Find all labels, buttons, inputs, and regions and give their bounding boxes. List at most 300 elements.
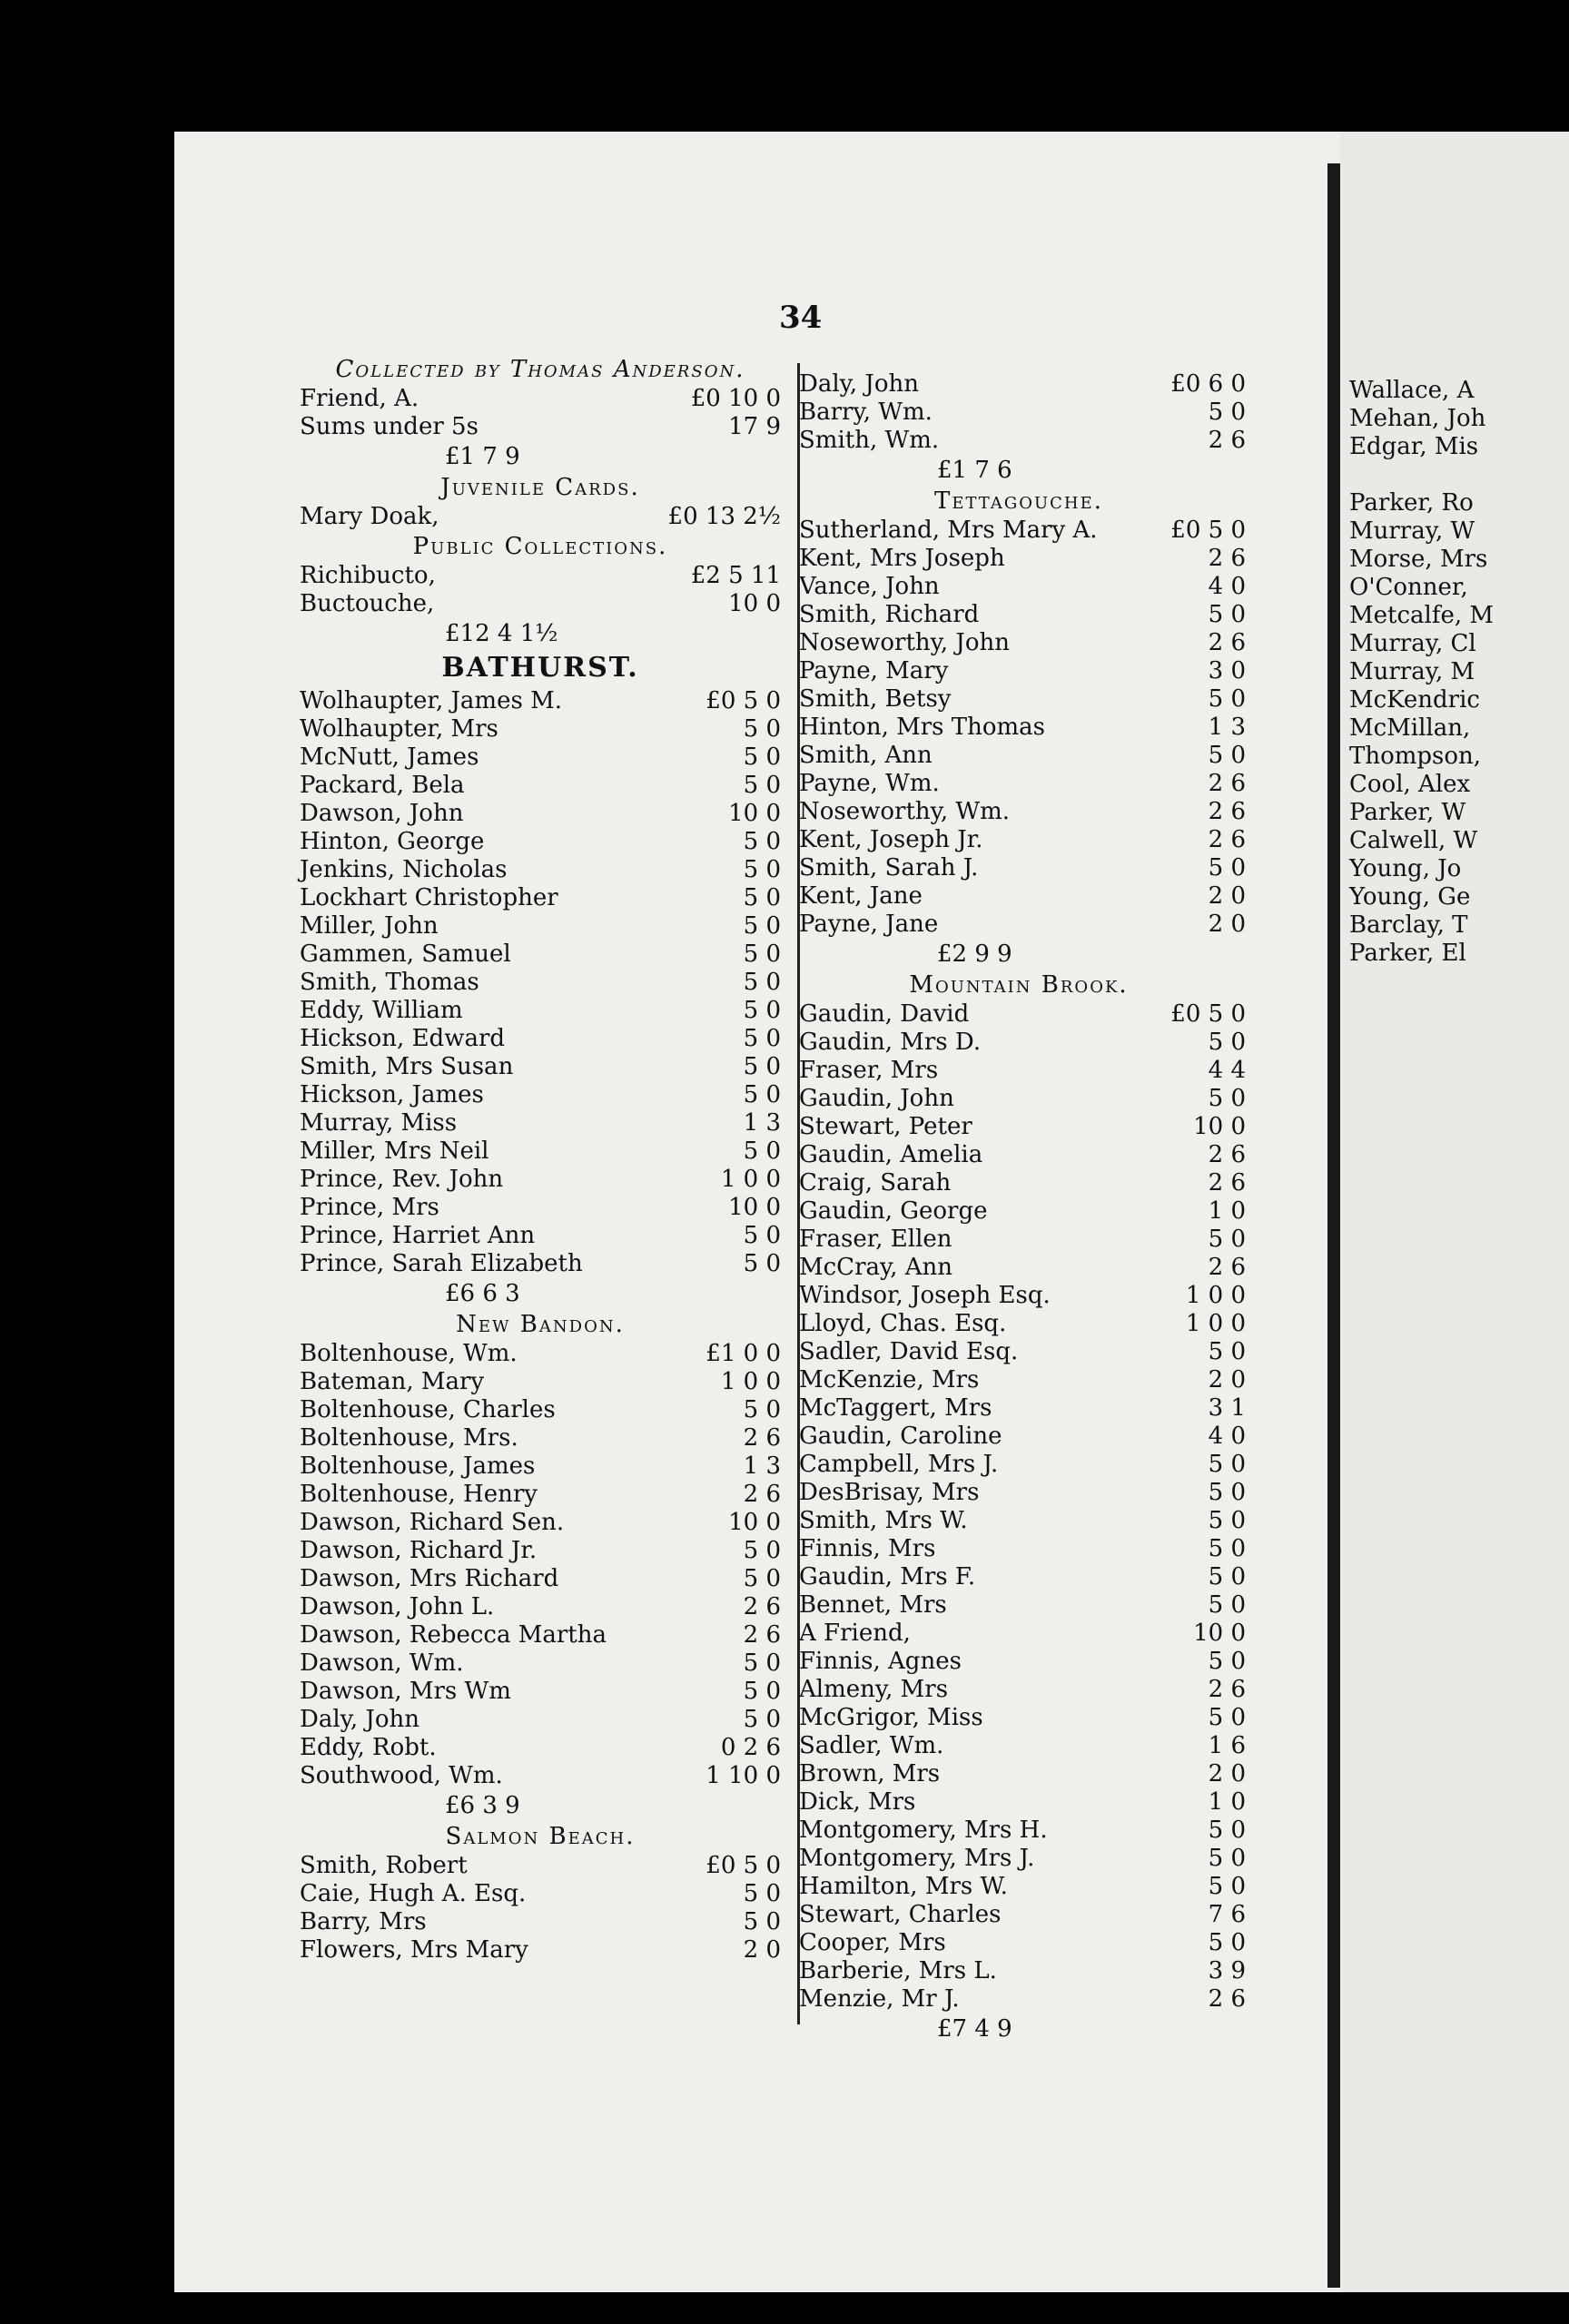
subtotal: £7 4 9 (937, 2015, 1012, 2043)
donor-name: Smith, Ann (799, 742, 933, 769)
donor-name: Cooper, Mrs (799, 1929, 946, 1956)
donor-name: Stewart, Charles (799, 1901, 1002, 1928)
list-item (300, 856, 781, 884)
donation-amount: £0 5 0 (706, 687, 781, 714)
donation-amount: 2 6 (1208, 1141, 1246, 1168)
list-item (300, 940, 781, 969)
donor-name: Mary Doak, (300, 503, 439, 530)
donor-name: Gammen, Samuel (300, 940, 511, 968)
donor-name: Fraser, Mrs (799, 1057, 939, 1084)
list-item (300, 1852, 781, 1880)
list-item (300, 912, 781, 940)
section-heading: Tettagouche. (933, 487, 1104, 515)
donation-amount: 10 0 (728, 1194, 781, 1221)
list-item (792, 1591, 1246, 1620)
donation-amount: 5 0 (743, 940, 781, 968)
section-heading: Mountain Brook. (909, 971, 1129, 999)
donation-amount: 1 0 0 (1185, 1282, 1246, 1309)
donor-name: Stewart, Peter (799, 1113, 972, 1140)
next-page-name: Barclay, T (1349, 911, 1468, 939)
list-item (792, 911, 1246, 939)
list-item (300, 503, 781, 531)
donor-name: Hinton, George (300, 828, 485, 855)
donor-name: Daly, John (300, 1706, 419, 1733)
donation-amount: 2 6 (1208, 545, 1246, 572)
donor-name: Sutherland, Mrs Mary A. (799, 517, 1098, 544)
donation-amount: 5 0 (1208, 1929, 1246, 1956)
donor-name: Gaudin, Amelia (799, 1141, 983, 1168)
donor-name: Dawson, Richard Sen. (300, 1509, 565, 1536)
donor-name: Barberie, Mrs L. (799, 1957, 997, 1984)
list-item (792, 1563, 1246, 1591)
donation-amount: 5 0 (1208, 1507, 1246, 1534)
next-page-name: Calwell, W (1349, 827, 1478, 854)
donor-name: Montgomery, Mrs H. (799, 1817, 1048, 1844)
list-item (792, 399, 1246, 427)
donation-amount: 5 0 (743, 1137, 781, 1165)
donation-amount: 5 0 (743, 1222, 781, 1249)
donation-amount: 2 6 (743, 1621, 781, 1649)
donor-name: Smith, Robert (300, 1852, 468, 1879)
donation-amount: 3 0 (1208, 657, 1246, 684)
donation-amount: £1 0 0 (706, 1340, 781, 1367)
list-item (792, 1732, 1246, 1760)
list-item (300, 1678, 781, 1706)
list-item (300, 772, 781, 800)
donation-amount: 10 0 (1193, 1620, 1246, 1647)
donor-name: Miller, John (300, 912, 439, 940)
list-item (792, 1451, 1246, 1479)
list-item (300, 1081, 781, 1109)
donor-name: Prince, Rev. John (300, 1166, 504, 1193)
donation-amount: 5 0 (1208, 1535, 1246, 1562)
next-page-name: Cool, Alex (1349, 771, 1471, 798)
donation-amount: 5 0 (743, 715, 781, 743)
donation-amount: 5 0 (743, 1678, 781, 1705)
donation-amount: 2 6 (1208, 1676, 1246, 1703)
page-number: 34 (779, 300, 823, 336)
donor-name: Caie, Hugh A. Esq. (300, 1880, 527, 1907)
list-item (792, 629, 1246, 657)
donation-amount: £0 13 2½ (667, 503, 781, 530)
list-item (300, 800, 781, 828)
donor-name: Flowers, Mrs Mary (300, 1936, 528, 1964)
next-page-name: Thompson, (1349, 743, 1482, 770)
donor-name: Daly, John (799, 370, 919, 398)
donor-name: Windsor, Joseph Esq. (799, 1282, 1051, 1309)
donation-amount: 1 0 0 (720, 1368, 781, 1395)
next-page-name: O'Conner, (1349, 574, 1468, 601)
donation-amount: £0 5 0 (1170, 1000, 1246, 1028)
subtotal: £1 7 6 (937, 457, 1012, 484)
donation-amount: 1 6 (1208, 1732, 1246, 1759)
donation-amount: 10 0 (1193, 1113, 1246, 1140)
donation-amount: 1 0 0 (720, 1166, 781, 1193)
list-item (792, 1394, 1246, 1423)
subtotal: £2 9 9 (937, 940, 1012, 968)
donation-amount: 7 6 (1208, 1901, 1246, 1928)
list-item (792, 770, 1246, 798)
donation-amount: 5 0 (743, 1565, 781, 1592)
list-item (300, 743, 781, 772)
list-item (792, 882, 1246, 911)
donation-amount: 10 0 (728, 800, 781, 827)
list-item (300, 1194, 781, 1222)
list-item (792, 1873, 1246, 1901)
list-item (792, 427, 1246, 455)
donation-amount: 1 3 (743, 1452, 781, 1480)
donation-amount: 5 0 (1208, 685, 1246, 713)
list-item (792, 1704, 1246, 1732)
donor-name: Payne, Jane (799, 911, 939, 938)
donor-name: Finnis, Mrs (799, 1535, 936, 1562)
donation-amount: 5 0 (743, 1396, 781, 1423)
section-heading: Salmon Beach. (445, 1823, 636, 1850)
list-item (300, 1137, 781, 1166)
list-item (792, 1226, 1246, 1254)
donor-name: Smith, Richard (799, 601, 980, 628)
donor-name: Smith, Mrs W. (799, 1507, 968, 1534)
donation-amount: 2 0 (1208, 911, 1246, 938)
donation-amount: 5 0 (743, 1880, 781, 1907)
donation-amount: 5 0 (743, 1908, 781, 1935)
donor-name: Eddy, Robt. (300, 1734, 437, 1761)
donation-amount: 2 6 (743, 1481, 781, 1508)
donation-amount: 5 0 (1208, 1648, 1246, 1675)
list-item (300, 1908, 781, 1936)
next-page-name: Parker, Ro (1349, 489, 1474, 517)
donor-name: Gaudin, John (799, 1085, 954, 1112)
donor-name: Montgomery, Mrs J. (799, 1845, 1035, 1872)
donation-amount: 5 0 (1208, 1226, 1246, 1253)
donation-amount: 5 0 (743, 969, 781, 996)
donor-name: Lockhart Christopher (300, 884, 558, 911)
donor-name: Dawson, Rebecca Martha (300, 1621, 607, 1649)
donation-amount: 5 0 (743, 884, 781, 911)
list-item (792, 545, 1246, 573)
subtotal: £1 7 9 (445, 443, 520, 470)
donor-name: Friend, A. (300, 385, 419, 412)
donation-amount: £2 5 11 (690, 562, 781, 589)
list-item (300, 1452, 781, 1481)
list-item (792, 1535, 1246, 1563)
list-item (300, 1649, 781, 1678)
list-item (792, 1788, 1246, 1817)
list-item (792, 854, 1246, 882)
list-item (300, 1565, 781, 1593)
list-item (792, 1676, 1246, 1704)
donor-name: Dawson, Wm. (300, 1649, 464, 1677)
donation-amount: £0 6 0 (1170, 370, 1246, 398)
donor-name: Sadler, Wm. (799, 1732, 944, 1759)
list-item (792, 1507, 1246, 1535)
donation-amount: 2 6 (743, 1593, 781, 1620)
list-item (300, 562, 781, 590)
donor-name: Miller, Mrs Neil (300, 1137, 489, 1165)
list-item (792, 1197, 1246, 1226)
donation-amount: 4 0 (1208, 1423, 1246, 1450)
list-item (300, 1734, 781, 1762)
donor-name: Buctouche, (300, 590, 435, 617)
list-item (300, 1593, 781, 1621)
next-page-name (1349, 461, 1494, 489)
donation-amount: 5 0 (1208, 1704, 1246, 1731)
list-item (300, 413, 781, 441)
donation-amount: 5 0 (1208, 1338, 1246, 1365)
list-item (300, 1509, 781, 1537)
next-page-name: Young, Ge (1349, 883, 1471, 911)
donation-amount: 5 0 (743, 997, 781, 1024)
donor-name: Dawson, John (300, 800, 464, 827)
donation-amount: 5 0 (743, 1081, 781, 1108)
donor-name: Prince, Harriet Ann (300, 1222, 536, 1249)
donor-name: Smith, Sarah J. (799, 854, 979, 881)
donation-amount: 1 0 0 (1185, 1310, 1246, 1337)
section-heading: Juvenile Cards. (440, 474, 640, 501)
donation-amount: 1 0 (1208, 1788, 1246, 1816)
section-heading: New Bandon. (456, 1311, 625, 1338)
next-page-name: Wallace, A (1349, 377, 1475, 404)
donation-amount: 1 3 (743, 1109, 781, 1137)
donation-amount: 5 0 (743, 1250, 781, 1277)
donation-amount: 2 0 (1208, 882, 1246, 910)
donor-name: Boltenhouse, James (300, 1452, 536, 1480)
donor-name: Boltenhouse, Wm. (300, 1340, 518, 1367)
donation-amount: £0 5 0 (1170, 517, 1246, 544)
donor-name: Vance, John (799, 573, 940, 600)
list-item (792, 573, 1246, 601)
donation-amount: 5 0 (1208, 1563, 1246, 1590)
donor-name: Gaudin, George (799, 1197, 988, 1225)
donor-name: Campbell, Mrs J. (799, 1451, 999, 1478)
donor-name: Payne, Mary (799, 657, 949, 684)
donation-amount: 5 0 (1208, 1085, 1246, 1112)
list-item (300, 1053, 781, 1081)
donation-amount: 5 0 (743, 743, 781, 771)
donation-amount: 2 6 (1208, 798, 1246, 825)
donor-name: Sums under 5s (300, 413, 479, 440)
list-item (300, 385, 781, 413)
donation-amount: 1 3 (1208, 714, 1246, 741)
list-item (300, 1706, 781, 1734)
donor-name: Hinton, Mrs Thomas (799, 714, 1046, 741)
donor-name: Prince, Sarah Elizabeth (300, 1250, 583, 1277)
donation-amount: 3 1 (1208, 1394, 1246, 1422)
list-item (300, 1936, 781, 1965)
list-item (792, 1760, 1246, 1788)
list-item (792, 1479, 1246, 1507)
donation-amount: 5 0 (743, 772, 781, 799)
donor-name: Gaudin, Caroline (799, 1423, 1002, 1450)
next-page-name: McKendric (1349, 686, 1480, 714)
list-item (792, 1254, 1246, 1282)
next-page-name: Murray, Cl (1349, 630, 1476, 657)
list-item (300, 1222, 781, 1250)
list-item (792, 1620, 1246, 1648)
list-item (300, 828, 781, 856)
next-page-name: Mehan, Joh (1349, 405, 1486, 432)
donation-amount: 2 0 (1208, 1760, 1246, 1787)
list-item (300, 715, 781, 743)
donation-amount: £0 5 0 (706, 1852, 781, 1879)
donor-name: Richibucto, (300, 562, 436, 589)
donor-name: Packard, Bela (300, 772, 465, 799)
donation-amount: 5 0 (743, 912, 781, 940)
next-page-name: Young, Jo (1349, 855, 1462, 882)
donation-amount: 10 0 (728, 1509, 781, 1536)
donation-amount: 2 6 (1208, 1985, 1246, 2013)
donor-name: McNutt, James (300, 743, 479, 771)
list-item (300, 1621, 781, 1649)
donor-name: Dawson, John L. (300, 1593, 495, 1620)
left-column (300, 354, 781, 1965)
donor-name: Southwood, Wm. (300, 1762, 503, 1789)
donor-name: Noseworthy, John (799, 629, 1010, 656)
donor-name: A Friend, (799, 1620, 911, 1647)
list-item (792, 601, 1246, 629)
donation-amount: 5 0 (743, 828, 781, 855)
list-item (792, 1057, 1246, 1085)
donor-name: Craig, Sarah (799, 1169, 952, 1196)
donor-name: Brown, Mrs (799, 1760, 941, 1787)
donation-amount: 5 0 (1208, 1873, 1246, 1900)
donor-name: Hickson, Edward (300, 1025, 506, 1052)
list-item (300, 1166, 781, 1194)
donor-name: Prince, Mrs (300, 1194, 439, 1221)
list-item (300, 1481, 781, 1509)
subtotal: £6 3 9 (445, 1792, 520, 1819)
donation-amount: 5 0 (1208, 742, 1246, 769)
donor-name: Kent, Joseph Jr. (799, 826, 983, 853)
donor-name: Dawson, Richard Jr. (300, 1537, 538, 1564)
donor-name: McTaggert, Mrs (799, 1394, 992, 1422)
next-page-name: Murray, W (1349, 517, 1475, 545)
donor-name: Hamilton, Mrs W. (799, 1873, 1008, 1900)
donation-amount: 1 10 0 (706, 1762, 781, 1789)
donor-name: Kent, Jane (799, 882, 923, 910)
donor-name: Dawson, Mrs Wm (300, 1678, 511, 1705)
donation-amount: 5 0 (1208, 601, 1246, 628)
donation-amount: 5 0 (1208, 1029, 1246, 1056)
donation-amount: 4 4 (1208, 1057, 1246, 1084)
donation-amount: 17 9 (728, 413, 781, 440)
list-item (300, 687, 781, 715)
next-page-name: Morse, Mrs (1349, 546, 1488, 573)
donor-name: Gaudin, Mrs D. (799, 1029, 982, 1056)
next-page-name: Edgar, Mis (1349, 433, 1479, 460)
page-gutter (1327, 163, 1340, 2288)
right-column (792, 370, 1246, 2044)
donor-name: Boltenhouse, Mrs. (300, 1424, 518, 1452)
list-item (300, 1368, 781, 1396)
donation-amount: 5 0 (1208, 399, 1246, 426)
donor-name: McCray, Ann (799, 1254, 953, 1281)
list-item (300, 969, 781, 997)
donor-name: Bennet, Mrs (799, 1591, 947, 1619)
list-item (792, 517, 1246, 545)
donor-name: Wolhaupter, Mrs (300, 715, 498, 743)
list-item (300, 1880, 781, 1908)
donor-name: Boltenhouse, Charles (300, 1396, 556, 1423)
donor-name: Noseworthy, Wm. (799, 798, 1011, 825)
donor-name: Boltenhouse, Henry (300, 1481, 538, 1508)
donor-name: Smith, Betsy (799, 685, 952, 713)
donation-amount: 2 6 (1208, 427, 1246, 454)
donor-name: Bateman, Mary (300, 1368, 485, 1395)
donation-amount: 5 0 (743, 1649, 781, 1677)
donation-amount: 2 0 (1208, 1366, 1246, 1393)
list-item (792, 1985, 1246, 2014)
donor-name: McGrigor, Miss (799, 1704, 983, 1731)
donor-name: Murray, Miss (300, 1109, 458, 1137)
next-page-name: Parker, El (1349, 940, 1466, 967)
donor-name: Eddy, William (300, 997, 463, 1024)
next-page-name: Metcalfe, M (1349, 602, 1494, 629)
list-item (792, 1141, 1246, 1169)
list-item (300, 1109, 781, 1137)
donation-amount: 5 0 (1208, 1591, 1246, 1619)
donor-name: Smith, Wm. (799, 427, 940, 454)
list-item (792, 1901, 1246, 1929)
donation-amount: 5 0 (1208, 854, 1246, 881)
donor-name: Fraser, Ellen (799, 1226, 952, 1253)
district-heading: BATHURST. (441, 652, 639, 684)
donation-amount: 5 0 (743, 856, 781, 883)
donor-name: Lloyd, Chas. Esq. (799, 1310, 1007, 1337)
donor-name: Dick, Mrs (799, 1788, 916, 1816)
donation-amount: 2 6 (743, 1424, 781, 1452)
donation-amount: 5 0 (743, 1706, 781, 1733)
list-item (300, 1424, 781, 1452)
list-item (792, 1000, 1246, 1029)
list-item (792, 1929, 1246, 1957)
list-item (792, 1845, 1246, 1873)
list-item (792, 1648, 1246, 1676)
list-item (792, 1282, 1246, 1310)
donation-amount: 2 0 (743, 1936, 781, 1964)
list-item (300, 884, 781, 912)
donation-amount: 5 0 (1208, 1479, 1246, 1506)
donation-amount: 5 0 (743, 1025, 781, 1052)
next-page (1340, 132, 1569, 2292)
list-item (792, 798, 1246, 826)
donation-amount: 2 6 (1208, 1169, 1246, 1196)
donation-amount: 2 6 (1208, 629, 1246, 656)
donation-amount: 2 6 (1208, 1254, 1246, 1281)
section-heading: Public Collections. (412, 533, 668, 560)
list-item (300, 1537, 781, 1565)
list-item (300, 1762, 781, 1790)
donor-name: Almeny, Mrs (799, 1676, 949, 1703)
donation-amount: 1 0 (1208, 1197, 1246, 1225)
donor-name: Smith, Mrs Susan (300, 1053, 514, 1080)
list-item (792, 1085, 1246, 1113)
list-item (792, 1817, 1246, 1845)
list-item (792, 1113, 1246, 1141)
donor-name: Smith, Thomas (300, 969, 479, 996)
donor-name: DesBrisay, Mrs (799, 1479, 980, 1506)
donor-name: Gaudin, David (799, 1000, 970, 1028)
list-item (792, 1029, 1246, 1057)
donor-name: Wolhaupter, James M. (300, 687, 562, 714)
next-page-name: McMillan, (1349, 714, 1471, 742)
donor-name: McKenzie, Mrs (799, 1366, 980, 1393)
donation-amount: 0 2 6 (720, 1734, 781, 1761)
donation-amount: 5 0 (1208, 1845, 1246, 1872)
list-item (300, 1340, 781, 1368)
donor-name: Menzie, Mr J. (799, 1985, 960, 2013)
list-item (792, 1423, 1246, 1451)
